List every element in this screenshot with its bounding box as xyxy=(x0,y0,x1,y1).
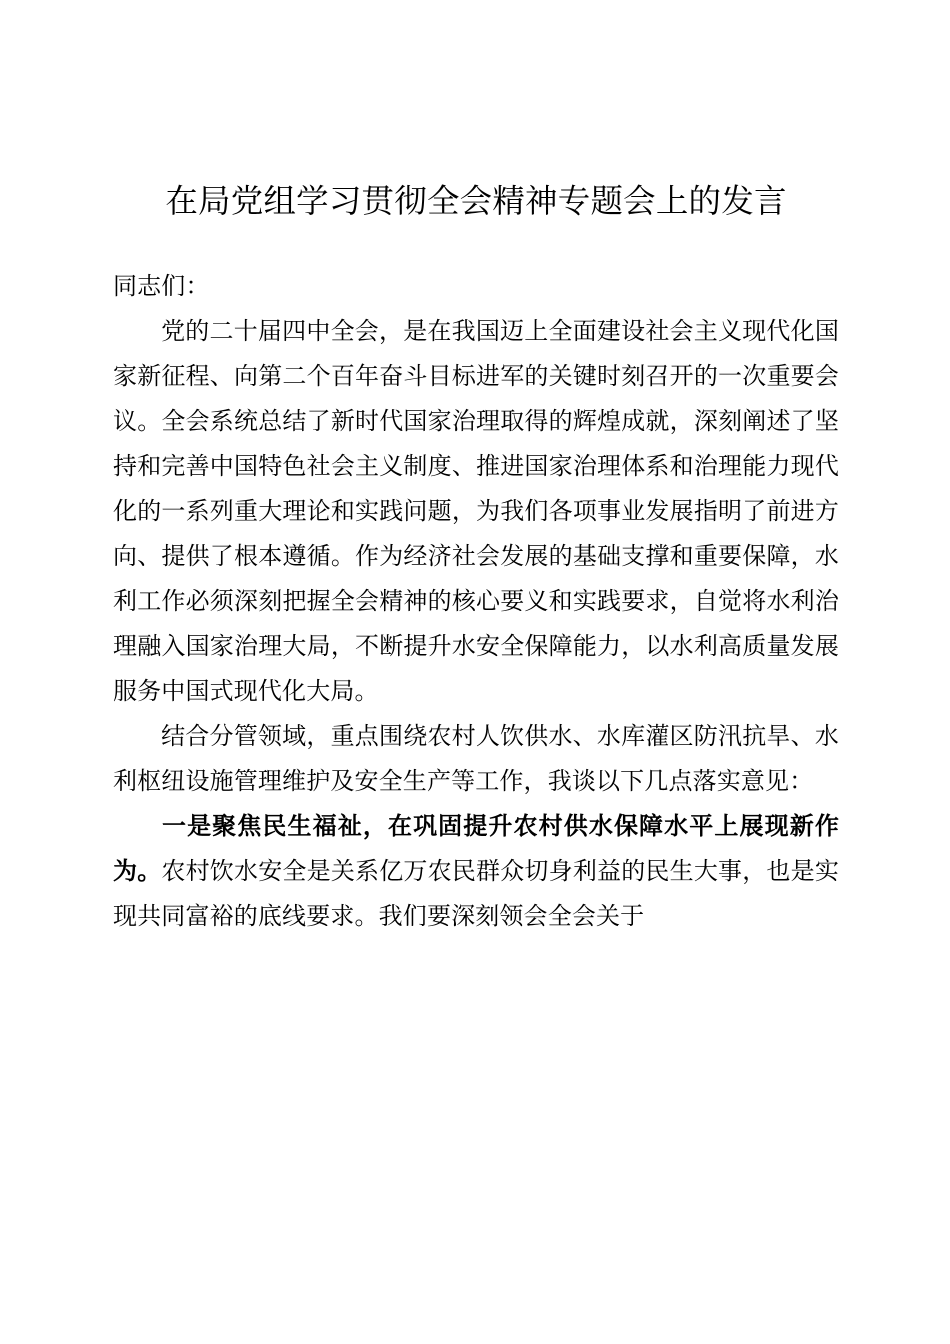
paragraph-scope xyxy=(113,714,839,804)
paragraph-point-one xyxy=(113,804,839,939)
paragraph-run: 结合分管领域，重点围绕农村人饮供水、水库灌区防汛抗旱、水利枢纽设施管理维护及安全生产等工作，我谈以下几点落实意见： xyxy=(113,723,839,795)
page-title-line-1: 在局党组学习贯彻全会精神专题会上的 xyxy=(165,183,722,219)
paragraph-run: 农村饮水安全是关系亿万农民群众切身利益的民生大事，也是实现共同富裕的底线要求。我们要深刻领会全会关于 xyxy=(113,858,839,930)
paragraph-opening xyxy=(113,309,839,714)
document-text-column xyxy=(113,0,839,939)
salutation: 同志们： xyxy=(113,273,210,300)
page-title xyxy=(113,0,839,225)
paragraph-run-bold-heading: 一是聚焦民生福祉，在巩固提升农村供水保障水平上展现新作为。 xyxy=(113,813,839,885)
paragraph-run: 党的二十届四中全会，是在我国迈上全面建设社会主义现代化国家新征程、向第二个百年奋斗目标进军的关键时刻召开的一次重要会议。全会系统总结了新时代国家治理取得的辉煌成就，深刻阐述了坚持和完善中国特色社会主义制度、推进国家治理体系和治理能力现代化的一系列重大理论和实践问题，为我们各项事业发展指明了前进方向、提供了根本遵循。作为经济社会发展的基础支撑和重要保障，水利工作必须深刻把握全会精神的核心要义和实践要求，自觉将水利治理融入国家治理大局，不断提升水安全保障能力，以水利高质量发展服务中国式现代化大局。 xyxy=(113,318,839,705)
page-title-line-2: 发言 xyxy=(721,183,787,219)
